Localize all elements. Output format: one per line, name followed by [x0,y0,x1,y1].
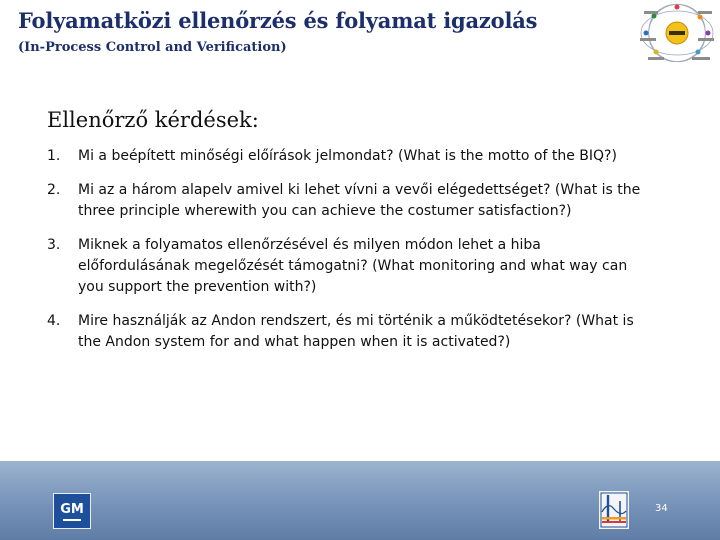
gms-solar-diagram-icon [636,2,718,64]
list-item [47,146,647,167]
gm-logo-underline [63,519,81,521]
list-number: 1. [47,148,61,164]
page-subtitle: (In-Process Control and Verification) [18,40,287,55]
list-text: Mi az a három alapelv amivel ki lehet vívni a vevői elégedettséget? (What is the three principle wherewith you can achieve the costumer satisfaction?) [78,182,641,219]
list-number: 3. [47,237,61,253]
list-text: Mi a beépített minőségi előírások jelmondat? (What is the motto of the BIQ?) [78,148,617,164]
page-title: Folyamatközi ellenőrzés és folyamat igazolás [18,8,538,33]
list-item [47,180,647,222]
gm-logo [53,493,91,529]
list-text: Miknek a folyamatos ellenőrzésével és milyen módon lehet a hiba előfordulásának megelőzését támogatni? (What monitoring and what way can you support the prevention with?) [78,237,628,295]
section-heading: Ellenőrző kérdések: [47,108,259,132]
title-block [18,8,618,56]
list-item [47,311,647,353]
list-number: 2. [47,182,61,198]
bridge-logo-icon [599,491,629,529]
question-list [47,146,647,366]
gm-logo-text: GM [60,501,84,517]
list-text: Mire használják az Andon rendszert, és mi történik a működtetésekor? (What is the Andon system for and what happen when it is activated?) [78,313,634,350]
page-number: 34 [655,503,668,514]
list-number: 4. [47,313,61,329]
list-item [47,235,647,298]
